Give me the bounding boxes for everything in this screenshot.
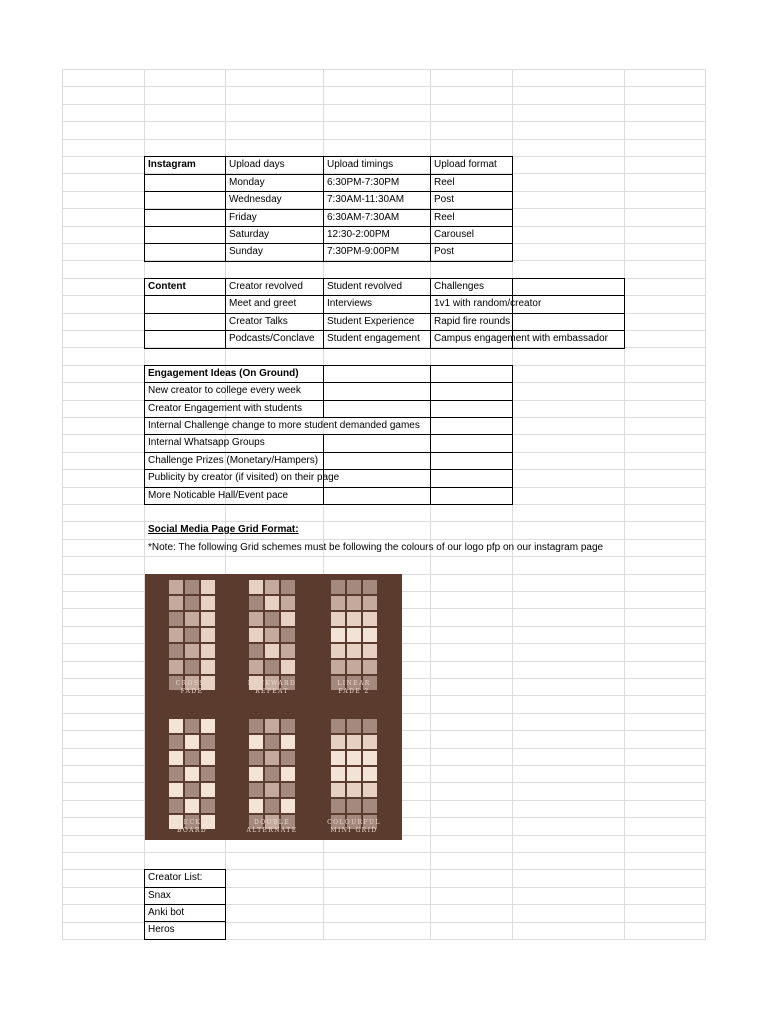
grid-tile (265, 751, 279, 765)
grid-tile (249, 628, 263, 642)
grid-tile (281, 767, 295, 781)
gridline (62, 121, 705, 122)
grid-scheme-label: CHECKER BOARD (171, 819, 213, 834)
grid-tile (363, 783, 377, 797)
grid-tile (281, 580, 295, 594)
grid-tile (169, 735, 183, 749)
grid-tile (331, 751, 345, 765)
engagement-title[interactable]: Engagement Ideas (On Ground) (148, 368, 299, 379)
content-creator-cell[interactable]: Meet and greet (229, 298, 297, 309)
creator-item[interactable]: Snax (148, 890, 171, 901)
grid-tile (347, 719, 361, 733)
grid-tile (201, 596, 215, 610)
grid-tile (347, 660, 361, 674)
grid-tile (347, 628, 361, 642)
grid-tile (185, 799, 199, 813)
grid-tile (281, 612, 295, 626)
grid-tile (363, 660, 377, 674)
instagram-day-cell[interactable]: Friday (229, 212, 257, 223)
grid-tile (347, 767, 361, 781)
table-border (144, 295, 625, 296)
grid-tile (363, 596, 377, 610)
creator-list-title[interactable]: Creator List: (148, 872, 203, 883)
instagram-header-title[interactable]: Instagram (148, 159, 196, 170)
grid-tile (331, 767, 345, 781)
grid-tile (363, 580, 377, 594)
creator-item[interactable]: Heros (148, 924, 175, 935)
grid-tile (185, 767, 199, 781)
engagement-item[interactable]: More Noticable Hall/Event pace (148, 490, 289, 501)
content-student-cell[interactable]: Student Experience (327, 316, 415, 327)
grid-tile (281, 751, 295, 765)
gridline (62, 86, 705, 87)
grid-tile (249, 612, 263, 626)
content-creator-cell[interactable]: Creator Talks (229, 316, 288, 327)
grid-tile (185, 644, 199, 658)
grid-tile (201, 719, 215, 733)
grid-tile (169, 767, 183, 781)
grid-tile (201, 767, 215, 781)
grid-tile (331, 580, 345, 594)
instagram-format-cell[interactable]: Reel (434, 212, 455, 223)
grid-tile (281, 719, 295, 733)
engagement-item[interactable]: Internal Challenge change to more student demanded games (148, 420, 420, 431)
engagement-item[interactable]: Publicity by creator (if visited) on their page (148, 472, 340, 483)
upload-days-header[interactable]: Upload days (229, 159, 285, 170)
gridline (62, 139, 705, 140)
grid-scheme-label: LINEAR FADE 2 (337, 680, 371, 695)
instagram-day-cell[interactable]: Sunday (229, 246, 263, 257)
grid-tile (281, 660, 295, 674)
gridline (705, 69, 706, 940)
grid-tile (249, 596, 263, 610)
grid-tile (347, 735, 361, 749)
grid-tile (249, 644, 263, 658)
grid-tile (281, 596, 295, 610)
grid-tile (185, 735, 199, 749)
gridline (62, 852, 705, 853)
instagram-day-cell[interactable]: Saturday (229, 229, 270, 240)
grid-tile (265, 644, 279, 658)
grid-tile (201, 660, 215, 674)
student-revolved-header[interactable]: Student revolved (327, 281, 403, 292)
grid-tile (331, 783, 345, 797)
grid-schemes-image (145, 574, 402, 840)
grid-tile (363, 767, 377, 781)
instagram-day-cell[interactable]: Wednesday (229, 194, 282, 205)
grid-tile (363, 719, 377, 733)
grid-tile (169, 612, 183, 626)
gridline (62, 69, 705, 70)
grid-scheme-label: CROSS- FADE (175, 680, 209, 695)
content-student-cell[interactable]: Interviews (327, 298, 373, 309)
grid-scheme-label: DOUBLE ALTERNATE (246, 819, 298, 834)
creator-revolved-header[interactable]: Creator revolved (229, 281, 303, 292)
grid-tile (185, 660, 199, 674)
grid-tile (347, 644, 361, 658)
grid-tile (249, 580, 263, 594)
table-border (624, 278, 625, 349)
instagram-format-cell[interactable]: Carousel (434, 229, 475, 240)
grid-tile (249, 767, 263, 781)
engagement-item[interactable]: New creator to college every week (148, 385, 301, 396)
grid-tile (331, 735, 345, 749)
grid-tile (185, 628, 199, 642)
grid-tile (265, 612, 279, 626)
grid-tile (281, 799, 295, 813)
grid-tile (331, 596, 345, 610)
table-border (144, 348, 625, 349)
engagement-item[interactable]: Challenge Prizes (Monetary/Hampers) (148, 455, 319, 466)
grid-tile (169, 783, 183, 797)
instagram-format-cell[interactable]: Post (434, 246, 455, 257)
upload-format-header[interactable]: Upload format (434, 159, 497, 170)
table-border (144, 939, 226, 940)
grid-tile (363, 644, 377, 658)
grid-tile (265, 596, 279, 610)
grid-tile (331, 799, 345, 813)
table-border (512, 156, 513, 262)
grid-tile (265, 580, 279, 594)
table-border (144, 261, 513, 262)
grid-tile (363, 799, 377, 813)
social-grid-title[interactable]: Social Media Page Grid Format: (148, 524, 299, 535)
content-challenge-cell[interactable]: 1v1 with random/creator (434, 298, 542, 309)
grid-tile (331, 719, 345, 733)
grid-tile (201, 751, 215, 765)
grid-tile (185, 751, 199, 765)
engagement-item[interactable]: Creator Engagement with students (148, 403, 302, 414)
instagram-time-cell[interactable]: 12:30-2:00PM (327, 229, 390, 240)
grid-tile (281, 644, 295, 658)
grid-tile (347, 596, 361, 610)
grid-tile (185, 783, 199, 797)
grid-tile (265, 735, 279, 749)
grid-tile (265, 628, 279, 642)
grid-tile (249, 719, 263, 733)
instagram-time-cell[interactable]: 7:30AM-11:30AM (327, 194, 405, 205)
grid-tile (347, 783, 361, 797)
gridline (62, 556, 705, 557)
grid-tile (347, 751, 361, 765)
grid-tile (185, 580, 199, 594)
grid-tile (363, 751, 377, 765)
grid-scheme-label: BACKWARD REPEAT (247, 680, 297, 695)
table-border (323, 365, 324, 417)
grid-tile (201, 799, 215, 813)
grid-tile (363, 628, 377, 642)
grid-tile (169, 660, 183, 674)
grid-tile (363, 735, 377, 749)
instagram-day-cell[interactable]: Monday (229, 177, 265, 188)
instagram-time-cell[interactable]: 7:30PM-9:00PM (327, 246, 400, 257)
content-creator-cell[interactable]: Podcasts/Conclave (229, 333, 315, 344)
grid-tile (265, 783, 279, 797)
content-student-cell[interactable]: Student engagement (327, 333, 420, 344)
instagram-time-cell[interactable]: 6:30PM-7:30PM (327, 177, 400, 188)
grid-tile (249, 735, 263, 749)
grid-tile (201, 644, 215, 658)
grid-tile (249, 751, 263, 765)
grid-tile (347, 580, 361, 594)
grid-tile (169, 719, 183, 733)
grid-tile (281, 628, 295, 642)
grid-tile (201, 612, 215, 626)
engagement-item[interactable]: Internal Whatsapp Groups (148, 437, 265, 448)
table-border (225, 869, 226, 940)
social-grid-note[interactable]: *Note: The following Grid schemes must be following the colours of our logo pfp on our instagram page (148, 542, 604, 553)
grid-tile (347, 612, 361, 626)
grid-tile (331, 644, 345, 658)
grid-tile (265, 799, 279, 813)
grid-tile (169, 799, 183, 813)
creator-item[interactable]: Anki bot (148, 907, 185, 918)
table-border (430, 365, 431, 417)
grid-tile (281, 735, 295, 749)
instagram-format-cell[interactable]: Post (434, 194, 455, 205)
grid-tile (201, 628, 215, 642)
grid-tile (249, 783, 263, 797)
table-border (430, 417, 431, 434)
grid-tile (185, 719, 199, 733)
challenges-header[interactable]: Challenges (434, 281, 485, 292)
grid-tile (331, 660, 345, 674)
grid-tile (347, 799, 361, 813)
grid-tile (281, 783, 295, 797)
table-border (430, 434, 431, 505)
grid-tile (265, 660, 279, 674)
grid-tile (169, 596, 183, 610)
grid-tile (331, 628, 345, 642)
grid-tile (185, 596, 199, 610)
grid-tile (363, 612, 377, 626)
grid-tile (331, 612, 345, 626)
grid-tile (249, 799, 263, 813)
grid-tile (201, 580, 215, 594)
upload-timings-header[interactable]: Upload timings (327, 159, 394, 170)
grid-tile (265, 767, 279, 781)
instagram-time-cell[interactable]: 6:30AM-7:30AM (327, 212, 400, 223)
grid-tile (201, 735, 215, 749)
instagram-format-cell[interactable]: Reel (434, 177, 455, 188)
grid-tile (169, 580, 183, 594)
grid-tile (169, 751, 183, 765)
content-challenge-cell[interactable]: Campus engagement with embassador (434, 333, 608, 344)
grid-tile (169, 628, 183, 642)
grid-tile (169, 644, 183, 658)
grid-tile (185, 612, 199, 626)
grid-tile (201, 783, 215, 797)
grid-tile (249, 660, 263, 674)
grid-scheme-label: COLOURFUL MINI GRID (327, 819, 381, 834)
table-border (512, 365, 513, 505)
table-border (144, 504, 513, 505)
gridline (62, 104, 705, 105)
grid-tile (265, 719, 279, 733)
content-header-title[interactable]: Content (148, 281, 186, 292)
content-challenge-cell[interactable]: Rapid fire rounds (434, 316, 511, 327)
